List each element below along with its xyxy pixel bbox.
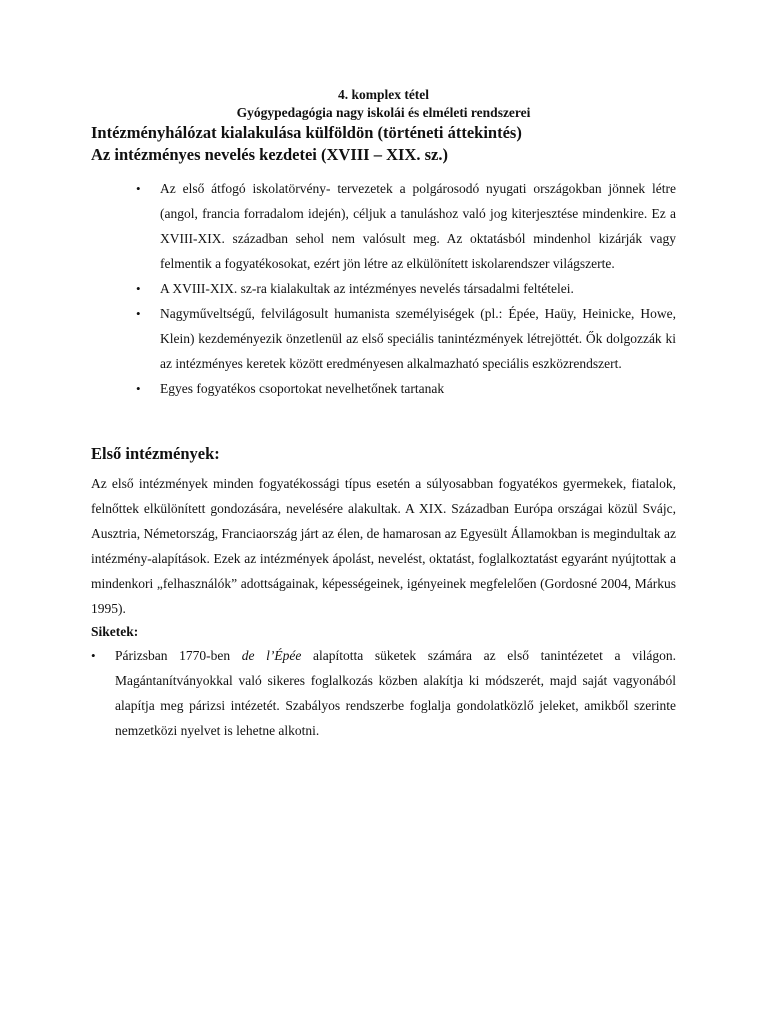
bullet-icon: •	[91, 648, 96, 663]
thesis-number: 4. komplex tétel	[337, 87, 430, 102]
list-item: • Az első átfogó iskolatörvény- tervezetek a polgárosodó nyugati országokban jönnek létre (angol, francia forradalom idején), céljuk a tanuláshoz való jog kiterjesztése mindenkire. Ez a XVIII-XIX. században sehol nem valósult meg. Az oktatásból mindenhol kizárják vagy felmentik a fogyatékosokat, ezért jön létre az elkülönített iskolarendszer világszerte.	[160, 176, 676, 276]
person-name: de l’Épée	[241, 648, 302, 663]
list-item: • Egyes fogyatékos csoportokat nevelhetőnek tartanak	[160, 376, 676, 401]
bullet-icon: •	[136, 281, 141, 296]
institutional-education-list	[91, 176, 676, 401]
section-heading-first-institutions: Első intézmények:	[91, 444, 220, 463]
deaf-list	[91, 643, 676, 743]
subheading-deaf: Siketek:	[91, 624, 139, 639]
bullet-icon: •	[136, 181, 141, 196]
list-item: • Párizsban 1770-ben de l’Épée alapította süketek számára az első tanintézetet a világon. Magántanítványokkal való sikeres foglalkozás közben alakítja ki módszerét, majd saját vagyonából alapítja meg párizsi intézetét. Szabályos rendszerbe foglalja gondolatközlő jeleket, amikből szerinte nemzetközi nyelvet is lehetne alkotni.	[115, 643, 676, 743]
list-item: • Nagyműveltségű, felvilágosult humanista személyiségek (pl.: Épée, Haüy, Heinicke, Howe, Klein) kezdeményezik önzetlenül az első speciális tanintézmények létrejöttét. Ők dolgozzák ki az intézményes keretek között eredményesen alkalmazható speciális eszközrendszert.	[160, 301, 676, 376]
thesis-title: Gyógypedagógia nagy iskolái és elméleti rendszerei	[236, 105, 531, 120]
first-institutions-paragraph: Az első intézmények minden fogyatékossági típus esetén a súlyosabban fogyatékos gyermekek, fiatalok, felnőttek elkülönített gondozására, nevelésére alakultak. A XIX. Században Európa országai közül Svájc, Ausztria, Németország, Franciaország járt az élen, de hamarosan az Egyesült Államokban is megindultak az intézmény-alapítások. Ezek az intézmények ápolást, nevelést, oktatást, foglalkoztatást egyaránt nyújtottak a mindenkori „felhasználók” adottságainak, képességeinek, igényeinek megfelelően (Gordosné 2004, Márkus 1995).	[91, 476, 676, 616]
bullet-icon: •	[136, 306, 141, 321]
list-item: • A XVIII-XIX. sz-ra kialakultak az intézményes nevelés társadalmi feltételei.	[160, 276, 676, 301]
bullet-icon: •	[136, 381, 141, 396]
document-title-block	[91, 86, 676, 122]
section-spacer	[91, 401, 676, 443]
section-heading-institutional-education: Az intézményes nevelés kezdetei (XVIII – XIX. sz.)	[91, 145, 448, 164]
document-page	[91, 86, 676, 743]
section-heading-institution-network: Intézményhálózat kialakulása külföldön (történeti áttekintés)	[91, 123, 522, 142]
